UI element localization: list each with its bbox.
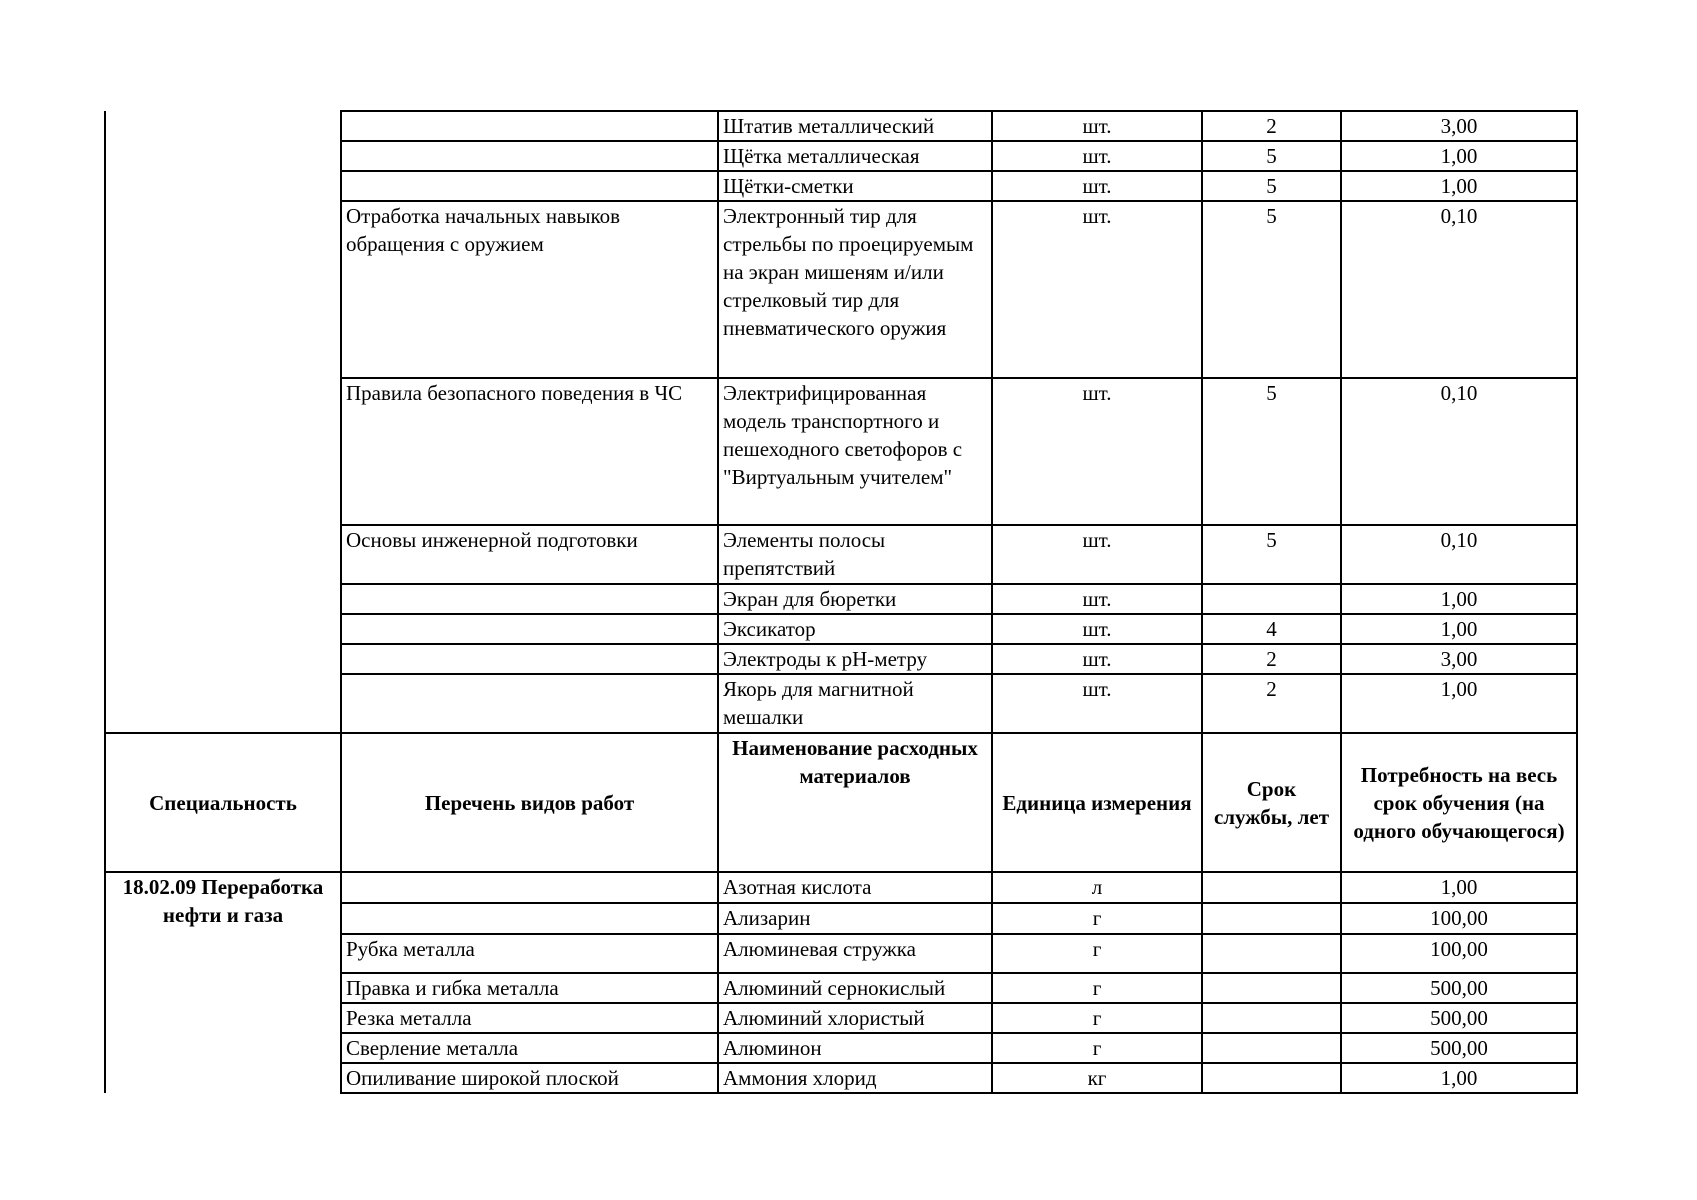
header-life: Срок службы, лет [1202,733,1341,872]
material-cell: Ализарин [718,903,992,934]
life-cell [1202,973,1341,1003]
need-cell: 0,10 [1341,201,1577,378]
need-cell: 0,10 [1341,378,1577,525]
material-cell: Якорь для магнитной мешалки [718,674,992,733]
material-cell: Электроды к pH-метру [718,644,992,674]
work-cell [341,872,718,903]
unit-cell: л [992,872,1202,903]
life-cell [1202,872,1341,903]
material-cell: Штатив металлический [718,111,992,141]
life-cell: 5 [1202,201,1341,378]
need-cell: 1,00 [1341,674,1577,733]
unit-cell: шт. [992,171,1202,201]
header-need: Потребность на весь срок обучения (на одного обучающегося) [1341,733,1577,872]
work-cell [341,614,718,644]
work-cell: Рубка металла [341,934,718,973]
unit-cell: шт. [992,111,1202,141]
need-cell: 3,00 [1341,644,1577,674]
materials-table [104,110,1578,1094]
unit-cell: шт. [992,644,1202,674]
material-cell: Элементы полосы препятствий [718,525,992,584]
life-cell [1202,1063,1341,1093]
work-cell [341,111,718,141]
unit-cell: шт. [992,201,1202,378]
material-cell: Щётки-сметки [718,171,992,201]
material-cell: Алюминий хлористый [718,1003,992,1033]
unit-cell: г [992,934,1202,973]
work-cell [341,644,718,674]
material-cell: Эксикатор [718,614,992,644]
unit-cell: кг [992,1063,1202,1093]
material-cell: Азотная кислота [718,872,992,903]
unit-cell: шт. [992,674,1202,733]
unit-cell: г [992,973,1202,1003]
life-cell: 5 [1202,141,1341,171]
table-row [105,872,1577,903]
life-cell: 2 [1202,644,1341,674]
life-cell: 5 [1202,378,1341,525]
unit-cell: шт. [992,525,1202,584]
need-cell: 3,00 [1341,111,1577,141]
work-cell: Сверление металла [341,1033,718,1063]
work-cell: Опиливание широкой плоской [341,1063,718,1093]
life-cell [1202,1033,1341,1063]
material-cell: Алюминий сернокислый [718,973,992,1003]
need-cell: 100,00 [1341,934,1577,973]
need-cell: 100,00 [1341,903,1577,934]
work-cell: Правка и гибка металла [341,973,718,1003]
unit-cell: шт. [992,584,1202,614]
need-cell: 1,00 [1341,171,1577,201]
material-cell: Алюминевая стружка [718,934,992,973]
life-cell: 2 [1202,111,1341,141]
work-cell: Резка металла [341,1003,718,1033]
unit-cell: г [992,903,1202,934]
life-cell: 5 [1202,525,1341,584]
work-cell: Правила безопасного поведения в ЧС [341,378,718,525]
material-cell: Аммония хлорид [718,1063,992,1093]
specialty-cell-empty [105,111,341,733]
table-row [105,111,1577,141]
need-cell: 500,00 [1341,1033,1577,1063]
specialty-cell [105,872,341,1093]
work-cell [341,141,718,171]
specialty-label: 18.02.09 Переработка нефти и газа [122,875,324,927]
work-cell [341,674,718,733]
life-cell: 2 [1202,674,1341,733]
need-cell: 1,00 [1341,141,1577,171]
life-cell: 5 [1202,171,1341,201]
work-cell: Основы инженерной подготовки [341,525,718,584]
life-cell [1202,903,1341,934]
life-cell: 4 [1202,614,1341,644]
unit-cell: г [992,1003,1202,1033]
work-cell [341,171,718,201]
header-material: Наименование расходных материалов [718,733,992,872]
need-cell: 500,00 [1341,1003,1577,1033]
header-unit: Единица измерения [992,733,1202,872]
header-row [105,733,1577,872]
life-cell [1202,934,1341,973]
header-specialty: Специальность [105,733,341,872]
unit-cell: г [992,1033,1202,1063]
life-cell [1202,584,1341,614]
need-cell: 1,00 [1341,614,1577,644]
unit-cell: шт. [992,378,1202,525]
need-cell: 1,00 [1341,584,1577,614]
material-cell: Щётка металлическая [718,141,992,171]
need-cell: 500,00 [1341,973,1577,1003]
need-cell: 0,10 [1341,525,1577,584]
material-cell: Экран для бюретки [718,584,992,614]
work-cell [341,903,718,934]
need-cell: 1,00 [1341,872,1577,903]
life-cell [1202,1003,1341,1033]
material-cell: Электрифицированная модель транспортного и пешеходного светофоров с "Виртуальным учителем" [718,378,992,525]
material-cell: Алюминон [718,1033,992,1063]
unit-cell: шт. [992,141,1202,171]
need-cell: 1,00 [1341,1063,1577,1093]
unit-cell: шт. [992,614,1202,644]
work-cell [341,584,718,614]
header-works: Перечень видов работ [341,733,718,872]
work-cell: Отработка начальных навыков обращения с оружием [341,201,718,378]
material-cell: Электронный тир для стрельбы по проецируемым на экран мишеням и/или стрелковый тир для пневматического оружия [718,201,992,378]
